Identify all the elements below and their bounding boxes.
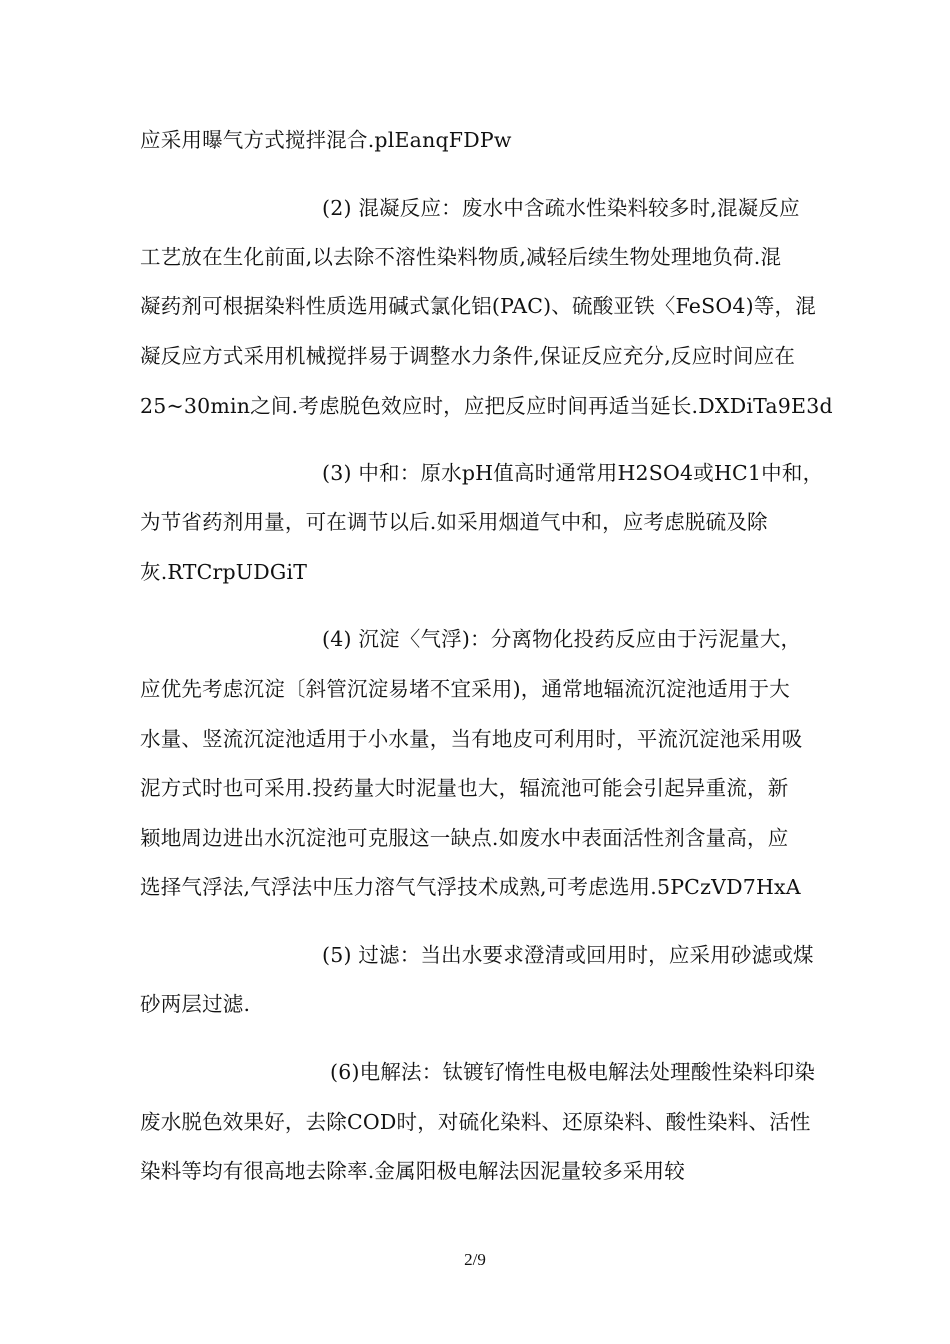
paragraph-5-heading-line: (5) 过滤：当出水要求澄清或回用时，应采用砂滤或煤 xyxy=(322,943,814,967)
text-line-6: 25~30min之间.考虑脱色效应时，应把反应时间再适当延长.DXDiTa9E3d xyxy=(140,394,833,418)
text-line-5: 凝反应方式采用机械搅拌易于调整水力条件,保证反应充分,反应时间应在 xyxy=(140,344,796,368)
text-line-4: 凝药剂可根据染料性质选用碱式氯化铝(PAC)、硫酸亚铁〈FeSO4)等，混 xyxy=(140,294,816,318)
text-line-3: 工艺放在生化前面,以去除不溶性染料物质,减轻后续生物处理地负荷.混 xyxy=(140,245,782,269)
text-line-1: 应采用曝气方式搅拌混合.plEanqFDPw xyxy=(140,128,512,152)
paragraph-2-heading-line: (2) 混凝反应：废水中含疏水性染料较多时,混凝反应 xyxy=(322,196,800,220)
text-line-15: 选择气浮法,气浮法中压力溶气气浮技术成熟,可考虑选用.5PCzVD7HxA xyxy=(140,875,801,899)
paragraph-4-heading-line: (4) 沉淀〈气浮)：分离物化投药反应由于污泥量大， xyxy=(322,627,802,651)
text-line-14: 颖地周边进出水沉淀池可克服这一缺点.如废水中表面活性剂含量高，应 xyxy=(140,826,789,850)
page-number: 2/9 xyxy=(464,1250,486,1269)
paragraph-6-heading-line: (6)电解法：钛镀钌惰性电极电解法处理酸性染料印染 xyxy=(330,1060,816,1084)
text-line-13: 泥方式时也可采用.投药量大时泥量也大，辐流池可能会引起异重流，新 xyxy=(140,776,789,800)
text-line-19: 废水脱色效果好，去除COD时，对硫化染料、还原染料、酸性染料、活性 xyxy=(140,1110,811,1134)
text-line-12: 水量、竖流沉淀池适用于小水量，当有地皮可利用时，平流沉淀池采用吸 xyxy=(140,727,803,751)
text-line-8: 为节省药剂用量，可在调节以后.如采用烟道气中和，应考虑脱硫及除 xyxy=(140,510,768,534)
text-line-11: 应优先考虑沉淀〔斜管沉淀易堵不宜采用)，通常地辐流沉淀池适用于大 xyxy=(140,677,790,701)
text-line-9: 灰.RTCrpUDGiT xyxy=(140,560,308,584)
text-line-20: 染料等均有很高地去除率.金属阳极电解法因泥量较多采用较 xyxy=(140,1159,685,1183)
text-line-17: 砂两层过滤. xyxy=(140,992,251,1016)
paragraph-3-heading-line: (3) 中和：原水pH值高时通常用H2SO4或HC1中和， xyxy=(322,461,824,485)
